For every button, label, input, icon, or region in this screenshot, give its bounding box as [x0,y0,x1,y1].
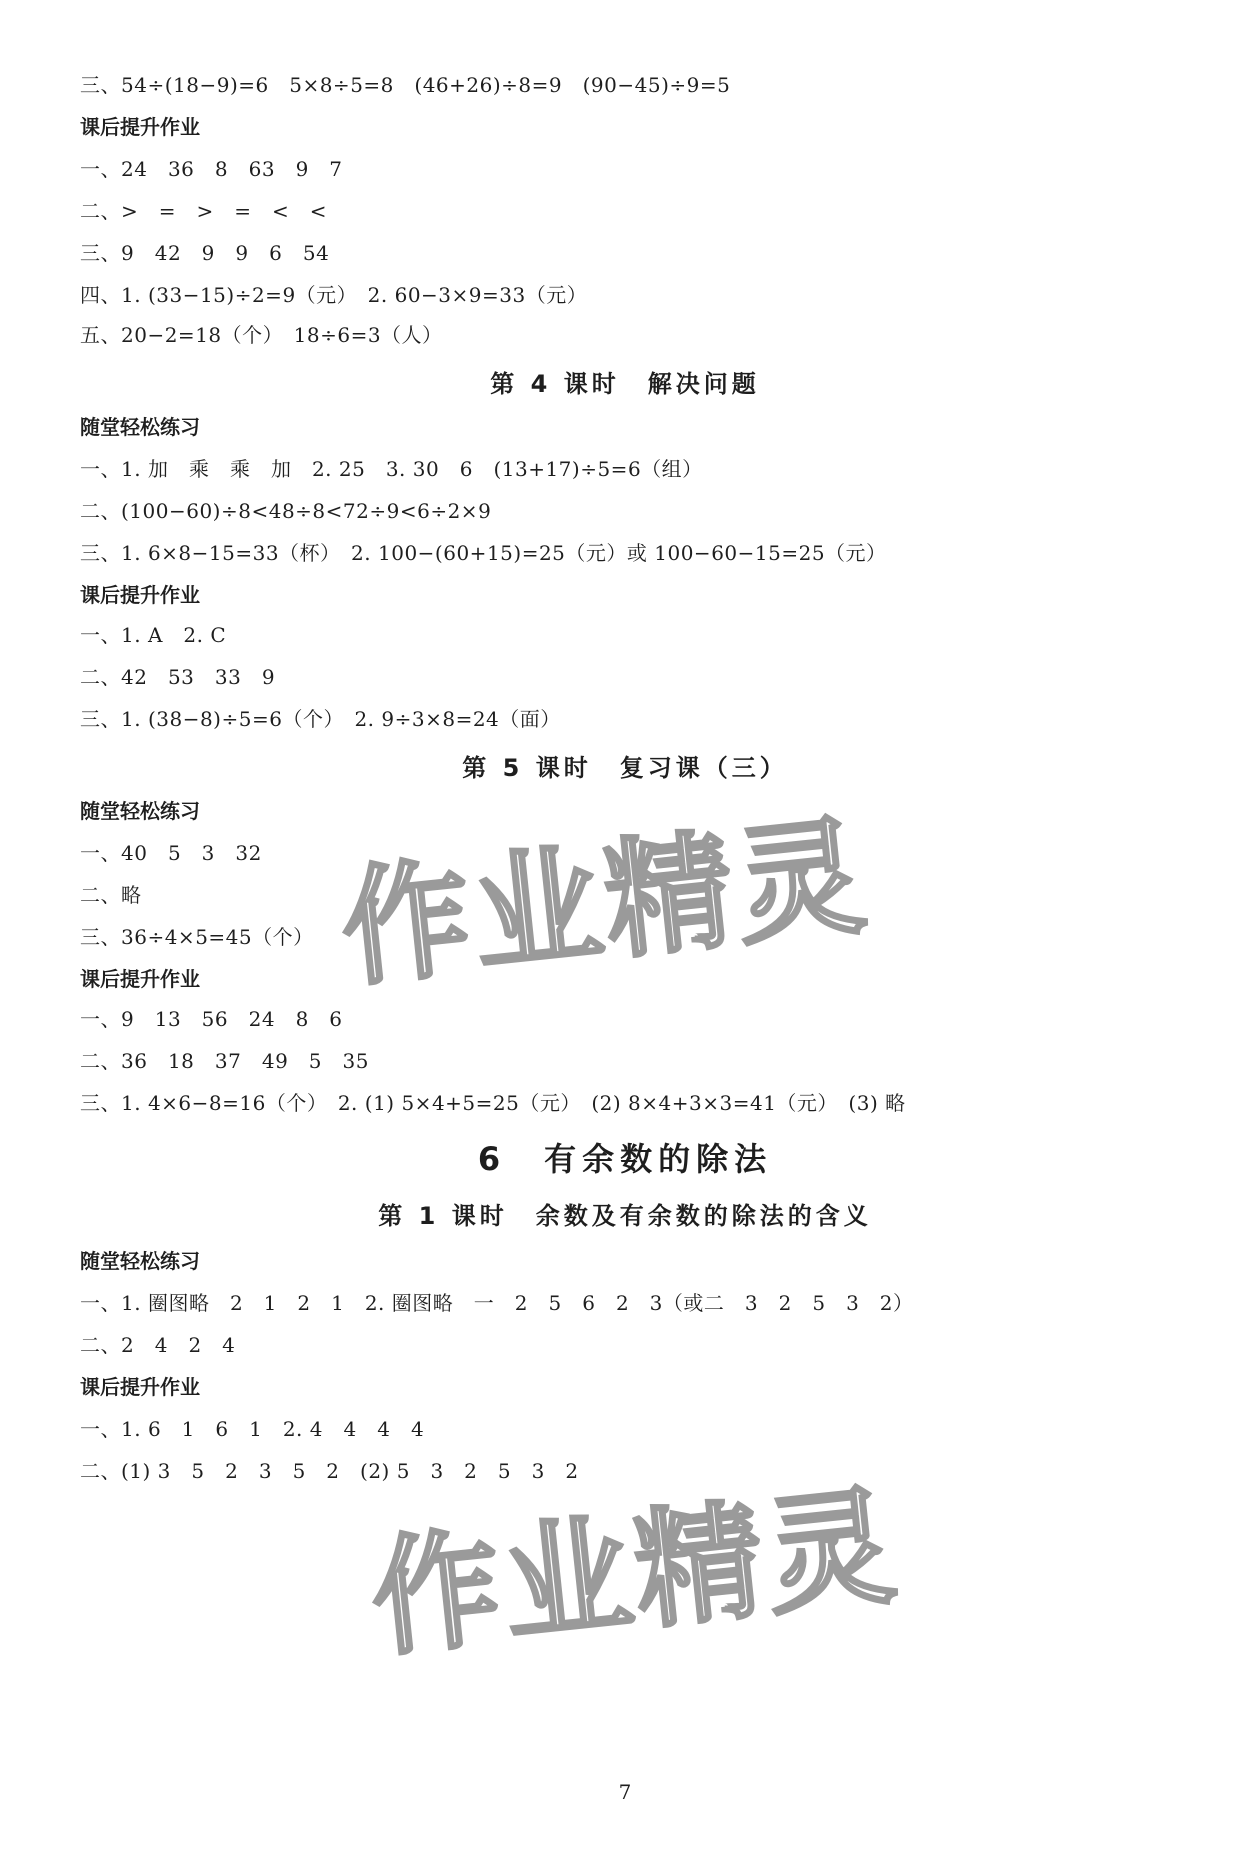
answer-line: 二、(100−60)÷8<48÷8<72÷9<6÷2×9 [80,499,492,523]
answer-line: 一、1. A 2. C [80,623,227,647]
answer-line: 三、36÷4×5=45（个） [80,925,314,949]
answer-line: 三、1. 6×8−15=33（杯） 2. 100−(60+15)=25（元）或 100−60−15=25（元） [80,541,887,565]
subsection-heading: 随堂轻松练习 [80,799,200,823]
subsection-heading: 课后提升作业 [80,967,200,991]
answer-line: 一、1. 加 乘 乘 加 2. 25 3. 30 6 (13+17)÷5=6（组） [80,457,703,481]
answer-line: 一、1. 圈图略 2 1 2 1 2. 圈图略 一 2 5 6 2 3（或二 3 2 5 3 2） [80,1291,914,1315]
answer-line: 二、略 [80,883,142,907]
watermark: 作业精灵 [364,1471,906,1676]
subsection-heading: 随堂轻松练习 [80,415,200,439]
answer-line: 三、54÷(18−9)=6 5×8÷5=8 (46+26)÷8=9 (90−45)÷9=5 [80,73,731,97]
lesson-title: 第 1 课时 余数及有余数的除法的含义 [378,1202,872,1230]
answer-line: 三、1. 4×6−8=16（个） 2. (1) 5×4+5=25（元） (2) 8×4+3×3=41（元） (3) 略 [80,1091,906,1115]
watermark: 作业精灵 [334,801,876,1006]
subsection-heading: 随堂轻松练习 [80,1249,200,1273]
answer-line: 二、2 4 2 4 [80,1333,236,1357]
answer-line: 二、> = > = < < [80,199,328,223]
answer-line: 一、40 5 3 32 [80,841,262,865]
answer-line: 一、1. 6 1 6 1 2. 4 4 4 4 [80,1417,425,1441]
page-number: 7 [618,1780,632,1804]
subsection-heading: 课后提升作业 [80,583,200,607]
subsection-heading: 课后提升作业 [80,1375,200,1399]
lesson-title: 第 5 课时 复习课（三） [462,754,788,782]
answer-line: 四、1. (33−15)÷2=9（元） 2. 60−3×9=33（元） [80,283,588,307]
answer-line: 一、9 13 56 24 8 6 [80,1007,343,1031]
answer-line: 三、9 42 9 9 6 54 [80,241,330,265]
answer-line: 二、42 53 33 9 [80,665,276,689]
chapter-title: 6 有余数的除法 [477,1140,773,1178]
subsection-heading: 课后提升作业 [80,115,200,139]
answer-line: 一、24 36 8 63 9 7 [80,157,343,181]
lesson-title: 第 4 课时 解决问题 [490,370,760,398]
answer-line: 五、20−2=18（个） 18÷6=3（人） [80,323,443,347]
answer-line: 二、36 18 37 49 5 35 [80,1049,369,1073]
answer-line: 三、1. (38−8)÷5=6（个） 2. 9÷3×8=24（面） [80,707,561,731]
answer-line: 二、(1) 3 5 2 3 5 2 (2) 5 3 2 5 3 2 [80,1459,579,1483]
